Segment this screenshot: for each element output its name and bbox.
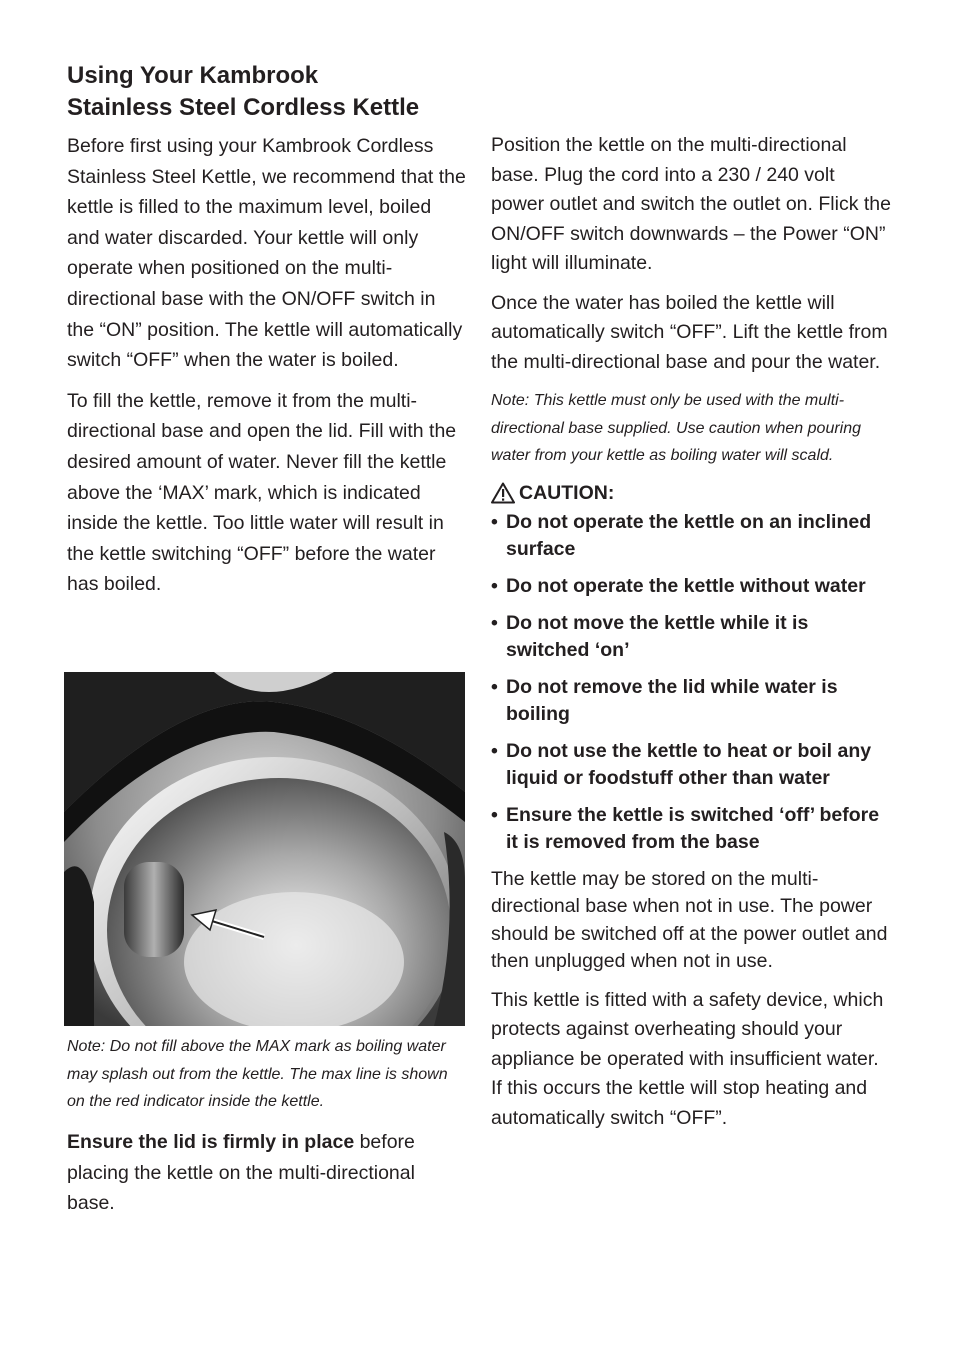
safety-paragraph: This kettle is fitted with a safety device, which protects against overheating should your appliance be operated with insufficient water. If this occurs the kettle will stop heating and automatically switch “OFF”. <box>491 988 884 1129</box>
filling-paragraph: To fill the kettle, remove it from the multi-directional base and open the lid. Fill with the desired amount of water. Never fill the kettle above the ‘MAX’ mark, which is indicated inside the kettle. Too little water will result in the kettle switching “OFF” before the water has boiled. <box>67 389 457 596</box>
lid-paragraph <box>67 1127 467 1219</box>
caution-heading <box>491 480 891 507</box>
storage-paragraph: The kettle may be stored on the multi-directional base when not in use. The power should be switched off at the power outlet and then unplugged when not in use. <box>491 867 888 972</box>
right-column <box>491 131 891 1143</box>
boiled-paragraph: Once the water has boiled the kettle will automatically switch “OFF”. Lift the kettle from the multi-directional base and pour the water. <box>491 291 888 373</box>
positioning-paragraph: Position the kettle on the multi-directional base. Plug the cord into a 230 / 240 volt power outlet and switch the outlet on. Flick the ON/OFF switch downwards – the Power “ON” light will illuminate. <box>491 134 891 274</box>
list-item: • Ensure the kettle is switched ‘off’ before it is removed from the base <box>491 803 880 853</box>
list-item: • Do not move the kettle while it is switched ‘on’ <box>491 611 809 661</box>
base-note: Note: This kettle must only be used with the multi-directional base supplied. Use caution when pouring water from your kettle as boiling water will scald. <box>491 392 862 464</box>
kettle-interior-photo <box>64 672 465 1026</box>
photo-note: Note: Do not fill above the MAX mark as boiling water may splash out from the kettle. The max line is shown on the red indicator inside the kettle. <box>67 1038 448 1110</box>
list-item: • Do not use the kettle to heat or boil any liquid or foodstuff other than water <box>491 739 872 789</box>
caution-list <box>491 509 891 856</box>
list-item: • Do not operate the kettle on an inclined surface <box>491 510 872 560</box>
intro-paragraph: Before first using your Kambrook Cordless Stainless Steel Kettle, we recommend that the kettle is filled to the maximum level, boiled and water discarded. Your kettle will only operate when positioned on the multi-directional base with the ON/OFF switch in the “ON” position. The kettle will automatically switch “OFF” when the water is boiled. <box>67 135 466 372</box>
list-item: • Do not operate the kettle without water <box>491 574 866 597</box>
page-title <box>67 60 487 124</box>
page-title-line-1: Using Your Kambrook <box>67 62 319 89</box>
caution-label: CAUTION: <box>519 481 615 504</box>
list-item: • Do not remove the lid while water is boiling <box>491 675 838 725</box>
page-title-line-2: Stainless Steel Cordless Kettle <box>67 94 420 121</box>
left-column <box>67 131 467 610</box>
lid-rest: before placing the kettle on the multi-directional base. <box>67 1131 415 1215</box>
warning-triangle-icon <box>491 482 515 504</box>
lid-emphasis: Ensure the lid is firmly in place <box>67 1131 355 1153</box>
